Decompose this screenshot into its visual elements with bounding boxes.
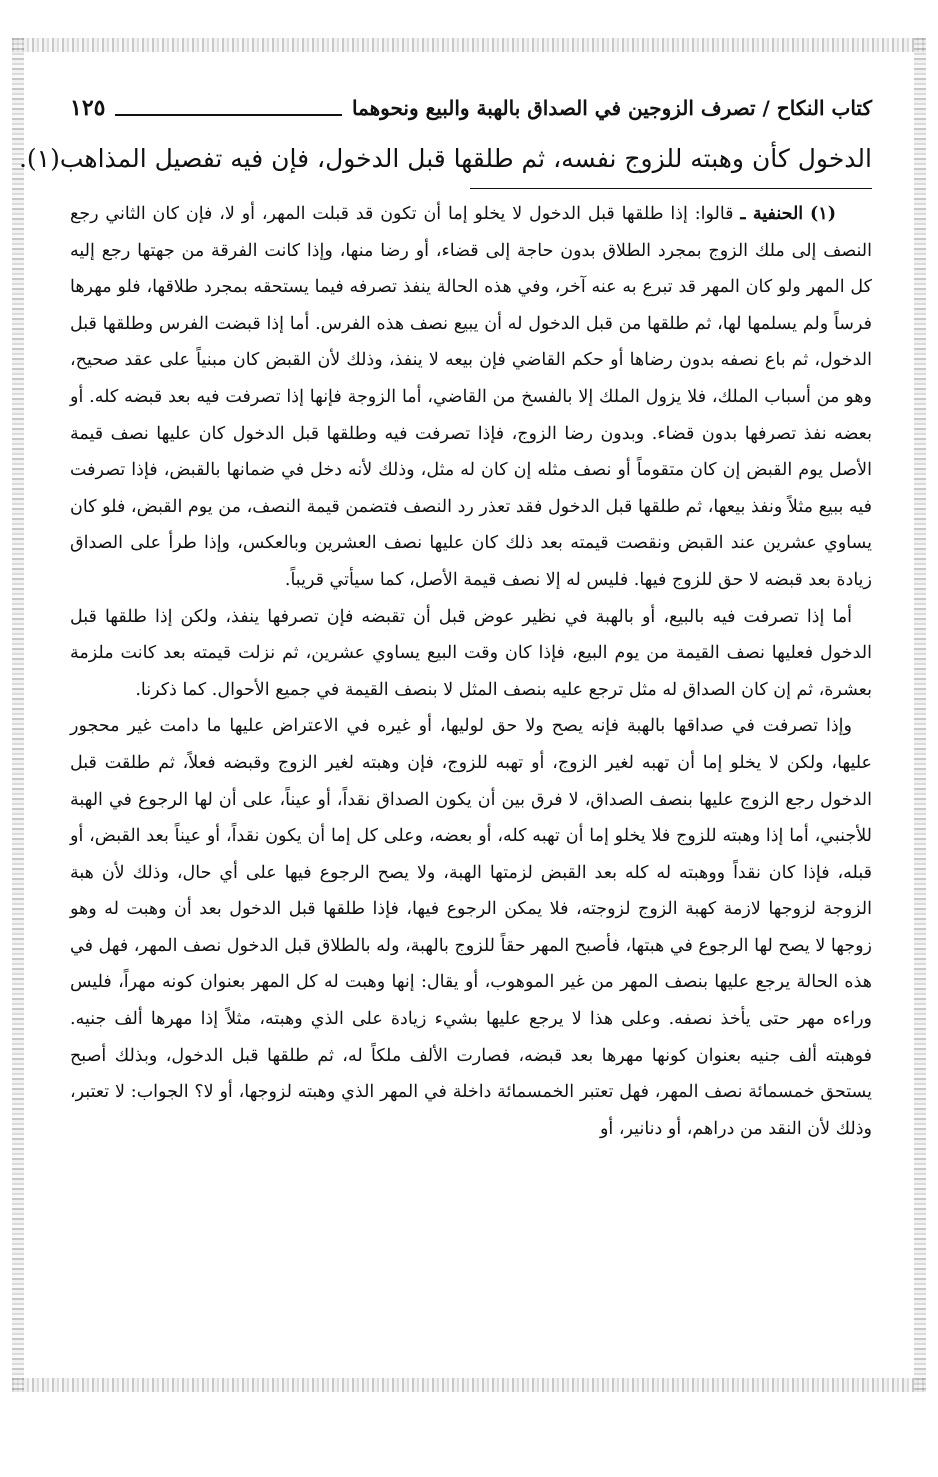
page-border-bottom [12, 1378, 926, 1392]
running-title: كتاب النكاح / تصرف الزوجين في الصداق بالهبة والبيع ونحوهما [351, 96, 872, 120]
footnote-paragraph-2: أما إذا تصرفت فيه بالبيع، أو بالهبة في نظير عوض قبل أن تقبضه فإن تصرفها ينفذ، ولكن إذا طلقها قبل الدخول فعليها نصف القيمة من يوم البيع، فإذا كان وقت البيع يساوي عشرين، ثم نزلت قيمته بعد كانت ملزمة بعشرة، ثم إن كان الصداق له مثل ترجع عليه بنصف المثل لا بنصف القيمة في جميع الأحوال. كما ذكرنا. [70, 606, 872, 700]
footnote [70, 196, 872, 1147]
footnote-paragraph-3: وإذا تصرفت في صداقها بالهبة فإنه يصح ولا حق لوليها، أو غيره في الاعتراض عليها ما دامت غير محجور عليها، ولكن لا يخلو إما أن تهبه لغير الزوج، أو تهبه للزوج، فإن وهبته لغير الزوج وقبضه فعلاً، ثم طلقت قبل الدخول رجع الزوج عليها بنصف الصداق، لا فرق بين أن يكون الصداق نقداً، أو عيناً، على أن لها الرجوع في الهبة للأجنبي، أما إذا وهبته للزوج فلا يخلو إما أن تهبه كله، أو بعضه، وعلى كل إما أن يكون نقداً، أو عيناً بعد القبض، أو قبله، فإذا كان نقداً ووهبته له كله بعد القبض لزمتها الهبة، ولا يصح الرجوع فيها على أي حال، وذلك لأن هبة الزوجة لزوجها لازمة كهبة الزوج لزوجته، فلا يمكن الرجوع فيها، فإذا طلقها قبل الدخول بعد أن وهبت له وهو زوجها لا يصح لها الرجوع في هبتها، فأصبح المهر حقاً للزوج بالهبة، وله بالطلاق قبل الدخول نصف المهر، فهل في هذه الحالة يرجع عليها بنصف المهر من غير الموهوب، أو يقال: إنها وهبت له كل المهر بعنوان كونه مهراً، فليس وراءه مهر حتى يأخذ نصفه. وعلى هذا لا يرجع عليها بشيء زيادة على الذي وهبته، مثلاً إذا مهرها ألف جنيه. فوهبته ألف جنيه بعنوان كونها مهرها بعد قبضه، فصارت الألف ملكاً له، ثم طلقها قبل الدخول، وبذلك أصبح يستحق خمسمائة نصف المهر، فهل تعتبر الخمسمائة داخلة في المهر الذي وهبته لزوجها، أو لا؟ الجواب: لا تعتبر، وذلك لأن النقد من دراهم، أو دنانير، أو [70, 716, 872, 1139]
footnote-label: الحنفية ـ [740, 204, 804, 224]
header-rule [115, 114, 341, 116]
page-border-left [12, 38, 24, 1392]
footnote-marker: (١) [810, 204, 836, 224]
page-border-top [12, 38, 926, 52]
footnote-paragraph-1 [70, 196, 872, 599]
page-number: ١٢٥ [70, 95, 106, 121]
main-text: الدخول كأن وهبته للزوج نفسه، ثم طلقها قبل الدخول، فإن فيه تفصيل المذاهب(١). [18, 144, 872, 173]
footnote-text: قالوا: إذا طلقها قبل الدخول لا يخلو إما أن تكون قد قبلت المهر، أو لا، فإن كان الثاني رجع النصف إلى ملك الزوج بمجرد الطلاق بدون حاجة إلى قضاء، أو رضا منها، وإذا كانت الفرقة من جهتها رجع إليه كل المهر ولو كان المهر قد تبرع به عنه آخر، وفي هذه الحالة ينفذ تصرفه فيما يستحقه بمجرد طلاقها، فلو مهرها فرساً ولم يسلمها لها، ثم طلقها من قبل الدخول له أن يبيع نصف هذه الفرس. أما إذا قبضت الفرس وطلقها قبل الدخول، ثم باع نصفه بدون رضاها أو حكم القاضي فإن بيعه لا ينفذ، وذلك لأن القبض كان مبنياً على عقد صحيح، وهو من أسباب الملك، فلا يزول الملك إلا بالفسخ من القاضي، أما الزوجة فإنها إذا تصرفت فيه بعد قبضه كله. أو بعضه نفذ تصرفها بدون قضاء. وبدون رضا الزوج، فإذا تصرفت فيه وطلقها قبل الدخول كان عليها نصف قيمة الأصل يوم القبض إن كان متقوماً أو نصف مثله إن كان له مثل، وذلك لأنه دخل في ضمانها بالقبض، فإذا تصرفت فيه ببيع مثلاً ونفذ بيعها، ثم طلقها قبل الدخول فقد تعذر رد النصف فتضمن قيمة النصف، من يوم القبض، فلو كان يساوي عشرين عند القبض ونقصت قيمته بعد ذلك كان عليها نصف العشرين وبالعكس، وإذا طرأ على الصداق زيادة بعد قبضه لا حق للزوج فيها. فليس له إلا نصف قيمة الأصل، كما سيأتي قريباً. [70, 204, 872, 590]
footnote-separator [470, 188, 872, 189]
page-border-right [914, 38, 926, 1392]
running-header [70, 88, 872, 128]
